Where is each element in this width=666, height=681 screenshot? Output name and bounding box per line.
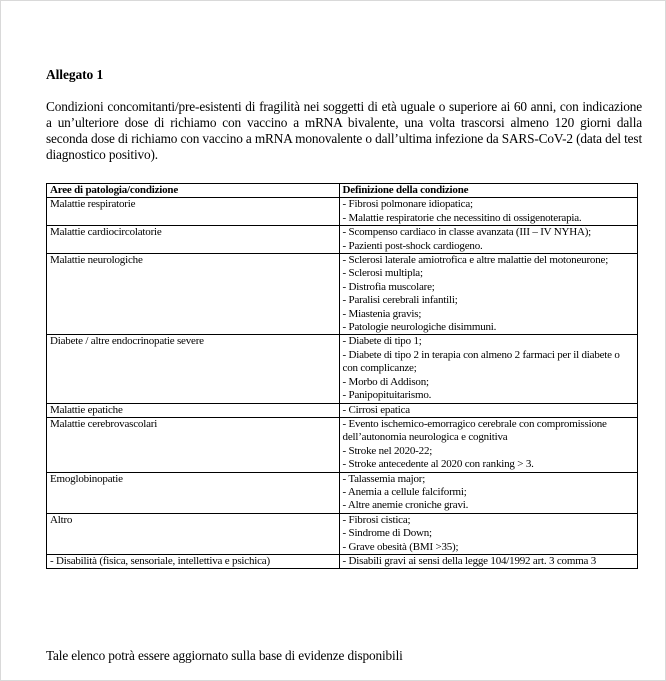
definition-item: - Paralisi cerebrali infantili; — [342, 294, 458, 307]
condition-area-cell: Malattie respiratorie — [47, 198, 340, 226]
definition-item: - Panipopituitarismo. — [342, 389, 432, 402]
definition-item: - Diabete di tipo 1; — [342, 335, 422, 348]
condition-area-cell: - Disabilità (fisica, sensoriale, intellettiva e psichica) — [47, 554, 340, 568]
definition-item: - Fibrosi cistica; — [342, 513, 411, 526]
table-row — [47, 513, 638, 554]
condition-area-cell: Malattie neurologiche — [47, 254, 340, 335]
definition-item: - Sindrome di Down; — [342, 527, 432, 540]
definition-item: - Evento ischemico-emorragico cerebrale con compromissione dell’autonomia neurologica e cognitiva — [342, 417, 607, 444]
condition-definition-cell — [339, 335, 637, 403]
table-row — [47, 417, 638, 472]
condition-definition-cell — [339, 198, 637, 226]
condition-area-cell: Malattie epatiche — [47, 403, 340, 417]
table-row — [47, 226, 638, 254]
definition-item: - Fibrosi polmonare idiopatica; — [342, 198, 473, 211]
definition-item: - Sclerosi laterale amiotrofica e altre malattie del motoneurone; — [342, 254, 609, 267]
header-definition: Definizione della condizione — [339, 184, 637, 198]
definition-item: - Malattie respiratorie che necessitino di ossigenoterapia. — [342, 211, 582, 224]
table-row — [47, 198, 638, 226]
definition-item: - Morbo di Addison; — [342, 375, 429, 388]
definition-item: - Diabete di tipo 2 in terapia con almeno 2 farmaci per il diabete o con complicanze; — [342, 348, 620, 375]
condition-definition-cell — [339, 417, 637, 472]
condition-definition-cell — [339, 254, 637, 335]
condition-area-cell: Altro — [47, 513, 340, 554]
table-row — [47, 254, 638, 335]
definition-item: - Stroke nel 2020-22; — [342, 444, 433, 457]
table-row — [47, 403, 638, 417]
table-row — [47, 472, 638, 513]
condition-area-cell: Diabete / altre endocrinopatie severe — [47, 335, 340, 403]
table-header-row — [47, 184, 638, 198]
definition-item: - Grave obesità (BMI >35); — [342, 540, 459, 553]
conditions-table — [46, 183, 638, 569]
condition-definition-cell — [339, 513, 637, 554]
definition-item: - Miastenia gravis; — [342, 307, 422, 320]
annex-title: Allegato 1 — [46, 67, 104, 82]
condition-definition-cell — [339, 472, 637, 513]
definition-item: - Sclerosi multipla; — [342, 267, 423, 280]
condition-definition-cell — [339, 226, 637, 254]
definition-item: - Stroke antecedente al 2020 con ranking > 3. — [342, 458, 534, 471]
header-area: Aree di patologia/condizione — [47, 184, 340, 198]
table-body — [47, 198, 638, 569]
definition-item: - Cirrosi epatica — [342, 403, 410, 416]
intro-paragraph: Condizioni concomitanti/pre-esistenti di fragilità nei soggetti di età uguale o superiore ai 60 anni, con indicazione a un’ulteriore dose di richiamo con vaccino a mRNA bivalente, una volta trascorsi almeno 120 giorni dalla seconda dose di richiamo con vaccino a mRNA monovalente o dall’ultima infezione da SARS-CoV-2 (data del test diagnostico positivo). — [46, 99, 642, 162]
definition-item: - Talassemia major; — [342, 472, 426, 485]
definition-item: - Altre anemie croniche gravi. — [342, 499, 469, 512]
table-row — [47, 554, 638, 568]
definition-item: - Anemia a cellule falciformi; — [342, 485, 467, 498]
definition-item: - Scompenso cardiaco in classe avanzata (III – IV NYHA); — [342, 226, 592, 239]
condition-area-cell: Emoglobinopatie — [47, 472, 340, 513]
condition-definition-cell — [339, 554, 637, 568]
definition-item: - Patologie neurologiche disimmuni. — [342, 321, 497, 334]
footer-note: Tale elenco potrà essere aggiornato sulla base di evidenze disponibili — [46, 648, 403, 663]
definition-item: - Pazienti post-shock cardiogeno. — [342, 239, 483, 252]
condition-definition-cell — [339, 403, 637, 417]
table-row — [47, 335, 638, 403]
condition-area-cell: Malattie cardiocircolatorie — [47, 226, 340, 254]
definition-item: - Disabili gravi ai sensi della legge 104/1992 art. 3 comma 3 — [342, 554, 597, 567]
definition-item: - Distrofia muscolare; — [342, 280, 435, 293]
condition-area-cell: Malattie cerebrovascolari — [47, 417, 340, 472]
